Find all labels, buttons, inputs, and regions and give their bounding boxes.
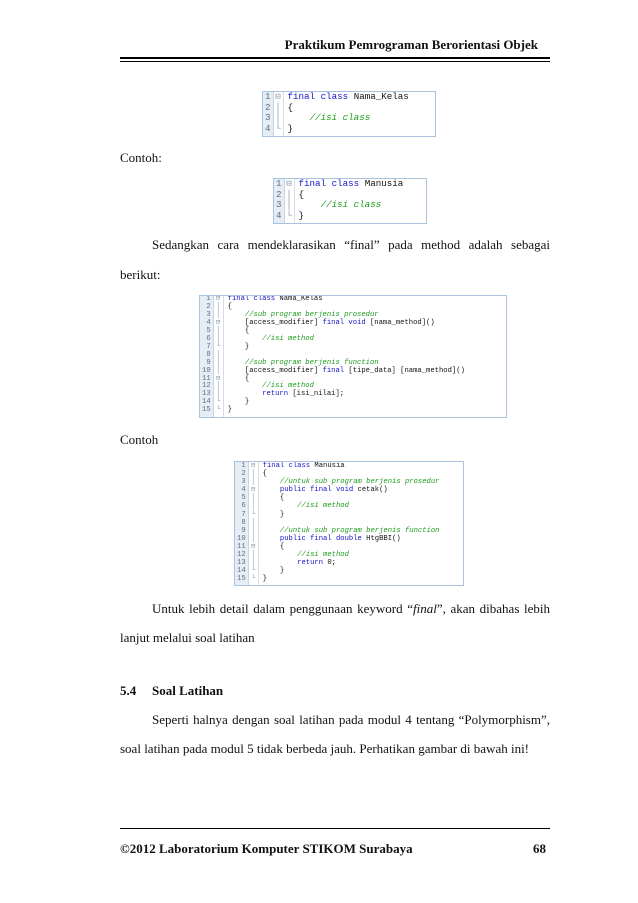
line-number: 7 [206, 342, 211, 351]
code-text [295, 179, 404, 223]
line-number: 13 [237, 559, 246, 568]
code-line: { [262, 542, 285, 551]
line-number: 6 [241, 502, 246, 511]
code-line: //sub program berjenis prosedur [227, 310, 379, 319]
line-number: 6 [206, 334, 211, 343]
line-number: 3 [276, 199, 282, 210]
fold-marker-icon: │ [250, 502, 256, 511]
line-number-gutter [274, 179, 285, 223]
code-line: { [262, 470, 267, 479]
header-rule-thin [120, 61, 550, 62]
code-snippet-final-method-example [234, 461, 464, 586]
fold-marker-icon: │ [286, 188, 292, 200]
section-number: 5.4 [120, 683, 137, 698]
line-number: 1 [265, 91, 271, 102]
code-line: } [298, 209, 305, 221]
fold-marker-column [249, 462, 259, 585]
page-number: 68 [533, 841, 546, 856]
fold-marker-icon: ⊟ [215, 295, 221, 303]
line-number: 4 [276, 209, 282, 221]
running-header: Praktikum Pemrograman Berorientasi Objek [284, 37, 538, 52]
fold-marker-icon: └ [215, 342, 221, 351]
fold-marker-icon: │ [215, 326, 221, 335]
code-line: { [262, 494, 285, 503]
code-line: } [262, 575, 267, 584]
code-line: } [287, 122, 294, 134]
line-number: 4 [265, 122, 271, 134]
fold-marker-icon: │ [215, 366, 221, 375]
section-title: Soal Latihan [152, 683, 224, 698]
fold-marker-icon: │ [275, 101, 281, 113]
fold-marker-icon: └ [275, 122, 281, 134]
fold-marker-icon: │ [215, 358, 221, 367]
code-line: //isi class [287, 112, 371, 123]
line-number: 1 [241, 462, 246, 470]
fold-marker-icon: ⊟ [250, 542, 256, 551]
fold-marker-icon: ⊟ [250, 486, 256, 495]
line-number-gutter [235, 462, 249, 585]
fold-marker-icon: │ [250, 559, 256, 568]
line-number: 5 [206, 326, 211, 335]
line-number: 8 [241, 518, 246, 527]
line-number: 14 [202, 398, 211, 407]
line-number: 15 [202, 406, 211, 415]
line-number: 9 [241, 526, 246, 535]
fold-marker-icon: │ [250, 526, 256, 535]
paragraph-line: Sedangkan cara mendeklarasikan “final” pada method adalah sebagai [152, 237, 550, 252]
label-contoh: Contoh [120, 432, 159, 447]
paragraph-line: Seperti halnya dengan soal latihan pada modul 4 tentang “Polymorphism”, [152, 712, 550, 727]
line-number: 3 [206, 310, 211, 319]
paragraph-line: berikut: [120, 267, 161, 282]
line-number: 15 [237, 575, 246, 584]
code-line: } [262, 567, 285, 576]
fold-marker-icon: │ [250, 470, 256, 479]
fold-marker-icon: └ [286, 209, 292, 221]
fold-marker-icon: │ [215, 310, 221, 319]
code-line: //isi class [298, 199, 382, 210]
code-line: { [298, 188, 305, 200]
footer-rule [120, 828, 550, 829]
code-line: } [227, 342, 250, 351]
code-line: return 0; [297, 559, 336, 568]
line-number: 9 [206, 358, 211, 367]
fold-marker-icon: │ [250, 494, 256, 503]
code-line: { [227, 326, 250, 335]
paragraph-line: soal latihan pada modul 5 tidak berbeda jauh. Perhatikan gambar di bawah ini! [120, 741, 530, 756]
line-number: 10 [202, 366, 211, 375]
line-number: 3 [265, 112, 271, 123]
fold-marker-icon: │ [286, 199, 292, 210]
line-number: 2 [241, 470, 246, 479]
line-number-gutter [263, 92, 274, 136]
code-snippet-final-class [262, 91, 436, 137]
line-number: 2 [276, 188, 282, 200]
fold-marker-icon: └ [250, 510, 256, 519]
fold-marker-icon: │ [215, 334, 221, 343]
fold-marker-column [214, 296, 224, 417]
code-line: final class Nama_Kelas [287, 91, 409, 102]
line-number: 1 [276, 178, 282, 189]
code-line: //isi method [262, 502, 349, 511]
footer-copyright: ©2012 Laboratorium Komputer STIKOM Surabaya [120, 841, 413, 856]
fold-marker-icon: └ [215, 406, 221, 415]
header-rule [120, 57, 550, 59]
line-number: 14 [237, 567, 246, 576]
line-number: 12 [202, 382, 211, 391]
code-line: //isi method [262, 551, 349, 560]
code-line: [access_modifier] final [tipe_data] [nama_method]() [227, 366, 465, 375]
fold-marker-icon: ⊟ [286, 178, 292, 189]
line-number: 2 [206, 302, 211, 311]
fold-marker-icon: │ [215, 350, 221, 359]
code-line: //sub program berjenis function [227, 358, 379, 367]
line-number: 8 [206, 350, 211, 359]
line-number: 11 [202, 374, 211, 383]
keyword-final: final [413, 601, 437, 616]
line-number: 7 [241, 510, 246, 519]
code-line: //isi method [227, 382, 314, 391]
line-number: 13 [202, 390, 211, 399]
paragraph-line: lanjut melalui soal latihan [120, 630, 255, 645]
fold-marker-icon: └ [250, 567, 256, 576]
fold-marker-icon: │ [275, 112, 281, 123]
fold-marker-icon: │ [215, 382, 221, 391]
line-number: 4 [206, 318, 211, 327]
fold-marker-icon: │ [215, 390, 221, 399]
code-text [224, 296, 465, 417]
line-number: 3 [241, 478, 246, 487]
code-snippet-final-method-syntax [199, 295, 507, 418]
fold-marker-column [285, 179, 295, 223]
line-number: 11 [237, 542, 246, 551]
code-line: { [287, 101, 294, 113]
code-line: } [227, 406, 232, 415]
fold-marker-icon: ⊟ [275, 91, 281, 102]
line-number: 4 [241, 486, 246, 495]
code-line: { [227, 302, 232, 311]
code-snippet-final-class-manusia [273, 178, 427, 224]
code-line: } [262, 510, 285, 519]
line-number: 2 [265, 101, 271, 113]
code-line: //isi method [227, 334, 314, 343]
label-contoh: Contoh: [120, 150, 162, 165]
fold-marker-icon: │ [215, 302, 221, 311]
fold-marker-column [274, 92, 284, 136]
code-line: { [227, 374, 250, 383]
code-line: public final void cetak() [279, 486, 388, 495]
fold-marker-icon: │ [250, 518, 256, 527]
code-line [263, 519, 440, 527]
fold-marker-icon: ⊟ [250, 462, 256, 470]
paragraph-line: Untuk lebih detail dalam penggunaan keyword “final”, akan dibahas lebih [152, 601, 551, 616]
line-number: 12 [237, 551, 246, 560]
fold-marker-icon: ⊟ [215, 318, 221, 327]
fold-marker-icon: │ [250, 478, 256, 487]
code-text [284, 92, 409, 136]
code-line: //untuk sub program berjenis function [262, 526, 440, 535]
code-line: } [227, 398, 250, 407]
code-line: [access_modifier] final void [nama_method]() [227, 318, 435, 327]
line-number: 5 [241, 494, 246, 503]
fold-marker-icon: │ [250, 534, 256, 543]
line-number: 1 [206, 295, 211, 303]
code-text [259, 462, 440, 585]
fold-marker-icon: └ [250, 575, 256, 584]
fold-marker-icon: │ [250, 551, 256, 560]
fold-marker-icon: └ [215, 398, 221, 407]
fold-marker-icon: ⊟ [215, 374, 221, 383]
line-number-gutter [200, 296, 214, 417]
code-line: return [isi_nilai]; [262, 390, 345, 399]
code-line: final class Manusia [298, 178, 404, 189]
code-line: final class Nama_Kelas [227, 295, 323, 303]
code-line: final class Manusia [262, 462, 345, 470]
line-number: 10 [237, 534, 246, 543]
code-line: public final double HtgBBI() [279, 534, 401, 543]
code-line: //untuk sub program berjenis prosedur [262, 478, 440, 487]
